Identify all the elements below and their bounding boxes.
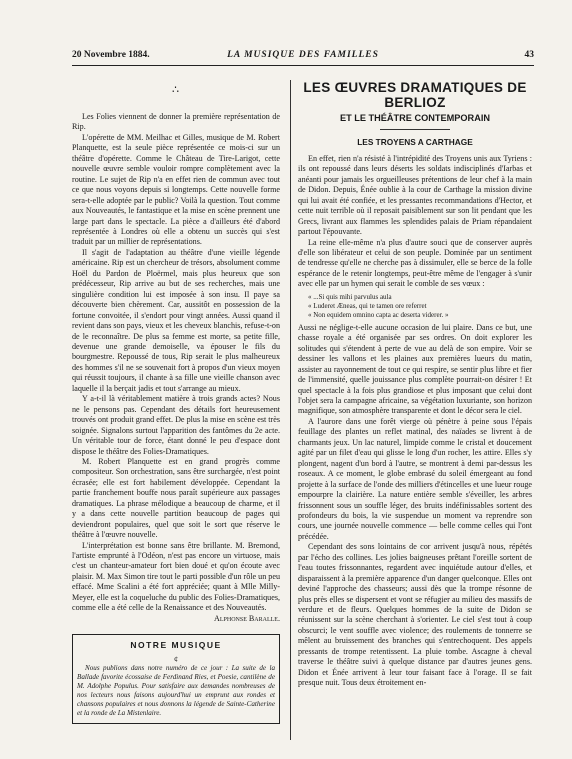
- section-ornament: ∴: [172, 84, 180, 96]
- section-title: LES TROYENS A CARTHAGE: [357, 137, 473, 148]
- title-rule: [380, 129, 450, 130]
- article-subtitle: ET LE THÉÂTRE CONTEMPORAIN: [339, 113, 491, 123]
- quote-line: « Non equidem omnino capta ac deserta viderer. »: [308, 310, 449, 319]
- paragraph: Il s'agit de l'adaptation au théâtre d'une vieille légende américaine. Rip est un chercheur de trésors, absolument comme Hoël du Pardon de Ploërmel, mais plus heureux que son prédécesseur, Rip arrive au but de ses recherches, mais une singulière condition lui est imposée à son insu. Il paye sa découverte bien chèrement. Car, aussitôt en possession de la fortune convoitée, il s'endort pour vingt années. Aussi quand il revient dans son pays, vieux et les cheveux blanchis, refuse-t-on de le reconnaître. De plus sa femme est morte, sa petite fille, devenue une grande demoiselle, va épouser le fils du bourgmestre. Repoussé de tous, Rip serait le plus malheureux des hommes s'il ne se souvenait fort à propos d'un vieux moyen qui réussit toujours, il chante à sa fille une vieille chanson avec laquelle il la berçait jadis et tout s'arrange au mieux.: [72, 247, 280, 393]
- paragraph: Y a-t-il là véritablement matière à trois grands actes? Nous ne le pensons pas. Cependant des détails fort heureusement trouvés ont produit grand effet. De plus la mise en scène est très soignée. Signalons surtout l'apparition des fantômes du 2e acte. Un véritable tour de force, étant donné le peu d'espace dont dispose le théâtre des Folies-Dramatiques.: [72, 394, 280, 456]
- paragraph: Cependant des sons lointains de cor arrivent jusqu'à nous, répétés par l'écho des collines. Les jolies baigneuses prêtant l'oreille sortent de l'eau toutes frissonnantes, regardent avec inquiétude autour d'elles, et disparaissent à la première apparence d'un danger quelconque. Elles ont deviné l'approche des chasseurs; aussi dès que la trompe résonne de plus près elles se dispersent et vont se réfugier au milieu des massifs de verdure et de fleurs. Quelques hommes de la suite de Didon se réunissent sur la scène cherchant à s'orienter. Le ciel s'est tout à coup obscurci; le vent souffle avec violence; des roulements de tonnerre se mêlent au bruissement des branches qui s'entrechoquent. Des appels pressants de trompe retentissent. La pluie tombe. Ascagne à cheval traverse le théâtre suivi à quelque distance par d'autres jeunes gens. Didon et Énée arrivent à leur tour faisant face à l'orage. Il se fait presque nuit. Tous deux étroitement en-: [298, 542, 532, 688]
- notre-musique-box: [72, 634, 280, 724]
- paragraph: L'opérette de MM. Meilhac et Gilles, musique de M. Robert Planquette, est la seule pièce représentée ce mois-ci sur un théâtre d'opérette. Comme le Château de Tire-Larigot, cette nouvelle œuvre semble vouloir rompre complètement avec la routine. Le sujet de Rip n'a en effet rien de commun avec tout ce que nous voyons depuis si longtemps. Cette nouvelle forme sera-t-elle adoptée par le public? Voilà la question. Tout comme aux Nouveautés, le fantastique et la mise en scène prennent une large part dans le spectacle. La pièce a d'ailleurs été d'abord représentée à Londres où elle a obtenu un succès qui s'est traduit par un millier de représentations.: [72, 132, 280, 247]
- right-column: [298, 80, 532, 689]
- paragraph: Les Folies viennent de donner la première représentation de Rip.: [72, 112, 280, 132]
- paragraph: L'interprétation est bonne sans être brillante. M. Bremond, l'artiste emprunté à l'Odéon, n'est pas encore un virtuose, mais c'est un chanteur-amateur fort bien doué et qu'on écoute avec plaisir. M. Max Simon tire tout le parti possible d'un rôle un peu effacé. Mme Scalini a été fort appréciée; quant à Mlle Milly-Meyer, elle est la coqueluche du public des Folies-Dramatiques, comme elle a été celle de la Renaissance et des Nouveautés.: [72, 540, 280, 613]
- page-header: [72, 50, 534, 64]
- paragraph: En effet, rien n'a résisté à l'intrépidité des Troyens unis aux Tyriens : ils ont repoussé dans leurs déserts les soldats indisciplinés d'Iarbas et anéanti pour jamais les orgueilleuses prétentions de leur chef à la main de Didon. Depuis, Énée oublie à la cour de Carthage la mission divine qui lui avait été confiée, et les pressantes recommandations d'Hector, et cette nuit terrible où il reposait paisiblement sur son lit pendant que les Grecs, livrant aux flammes les splendides palais de Priam répandaient partout l'épouvante.: [298, 153, 532, 237]
- article-title: LES ŒUVRES DRAMATIQUES DE BERLIOZ: [303, 80, 527, 110]
- paragraph: A l'aurore dans une forêt vierge où pénètre à peine sous l'épais feuillage des plantes un reflet matinal, des naïades se livrent à de charmants jeux. Un lac naturel, limpide comme le cristal et doucement agité par un filet d'eau qui glisse le long d'un rocher, les attire. Elles s'y plongent, nagent d'un bord à l'autre, se montrent à demi par-dessus les roseaux. A ce moment, le globe embrasé du soleil émergeant au fond projette à la surface de l'onde des milliers d'étincelles et une lueur rouge empourpre la clairière. La nature entière semble s'éveiller, les arbres frissonnent sous un souffle léger, des bruits indéfinissables sortent des profondeurs du bois, la vie suspendue un moment va reprendre son cours, une journée nouvelle commence — belle comme celles qui l'ont précédée.: [298, 416, 532, 541]
- header-date: 20 Novembre 1884.: [72, 50, 150, 60]
- header-rule: [72, 65, 534, 66]
- header-page-number: 43: [524, 50, 534, 60]
- left-column: [72, 80, 280, 724]
- paragraph: La reine elle-même n'a plus d'autre souci que de conserver auprès d'elle son libérateur et celui de son peuple. Dominée par un sentiment de tendresse qu'elle ne cherche pas à dissimuler, elle se berce de la folle espérance de le retenir longtemps, peut-être même de l'engager à s'unir avec elle par un hymen qui serait le comble de ses vœux :: [298, 237, 532, 289]
- paragraph: M. Robert Planquette est en grand progrès comme compositeur. Son orchestration, sans être surchargée, n'est point écrasée; elle est fort habilement développée. Cependant la partie franchement bouffe nous paraît supérieure aux passages dramatiques. La phrase mélodique a beaucoup de charme, et il y a dans cette nouvelle partition beaucoup de pages qui deviendront populaires, quel que soit le sort que réserve le théâtre à l'œuvre nouvelle.: [72, 456, 280, 540]
- author-signature: Alphonse Baralle.: [214, 613, 280, 623]
- quote-line: « ...Si quis mihi parvulus aula: [308, 292, 392, 301]
- notre-musique-title: NOTRE MUSIQUE: [130, 640, 222, 651]
- notre-musique-text: Nous publions dans notre numéro de ce jour : La suite de la Ballade favorite écossaise de Ferdinand Ries, et Poesie, cantilène de M. Adolphe Populus. Pour satisfaire aux demandes nombreuses de nos lecteurs nous faisons aujourd'hui un emprunt aux rondes et chansons populaires et nous donnons la légende de Sainte-Catherine et la ronde de La Mistenlaire.: [77, 664, 275, 718]
- paragraph: Aussi ne néglige-t-elle aucune occasion de lui plaire. Dans ce but, une chasse royale a été organisée par ses ordres. On doit explorer les solitudes qui s'étendent à perte de vue au delà de son empire. Voir se dessiner les vallons et les plaines aux premières lueurs du matin, assister au rayonnement de tout ce qui respire, se sentir plus libre et fier de l'immensité, quelle jouissance plus complète pourrait-on désirer ! Et quel spectacle à la fois plus grandiose et plus imposant que celui dont l'objet sera la campagne africaine, sa végétation luxuriante, son horizon magnifique, son atmosphère transparente et dont le décor sera le ciel.: [298, 322, 532, 416]
- latin-quote: [308, 293, 532, 320]
- header-title: LA MUSIQUE DES FAMILLES: [227, 50, 379, 60]
- notre-musique-mark: ¢: [174, 655, 178, 665]
- quote-line: « Luderet Æneas, qui te tamen ore referret: [308, 301, 427, 310]
- column-divider: [290, 80, 291, 740]
